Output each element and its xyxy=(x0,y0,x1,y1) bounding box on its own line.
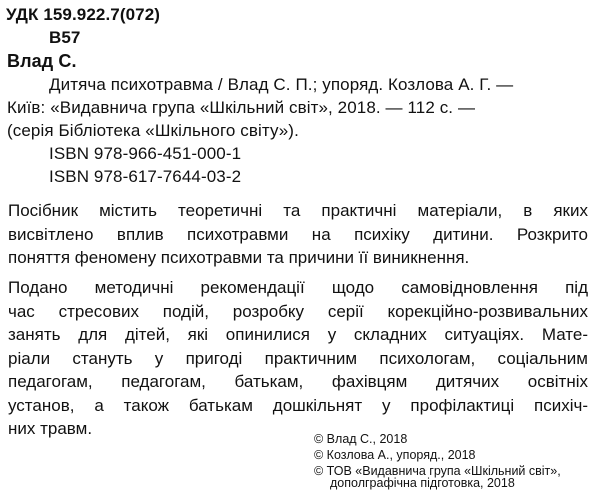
author-heading: Влад С. xyxy=(7,51,77,71)
copyright-line: © Козлова А., упоряд., 2018 xyxy=(314,448,476,462)
description-line: Київ: «Видавнича група «Шкільний світ», 2018. — 112 с. — xyxy=(7,98,476,117)
isbn-line: ISBN 978-617-7644-03-2 xyxy=(49,167,242,186)
copyright-line: © ТОВ «Видавнича група «Шкільний світ», xyxy=(314,464,561,478)
annotation-line: педагогам, педагогам, батькам, фахівцям дитячих освітніх xyxy=(8,372,588,391)
annotation-line: Подано методичні рекомендації щодо самовідновлення під xyxy=(8,278,588,297)
description-line: (серія Бібліотека «Шкільного світу»). xyxy=(7,121,299,140)
annotation-line: ріали стануть у пригоді практичним психологам, соціальним xyxy=(8,348,588,368)
copyright-line: © Влад С., 2018 xyxy=(314,432,408,446)
copyright-line: дополграфічна підготовка, 2018 xyxy=(330,476,515,490)
annotation-line: поняття феномену психотравми та причини її виникнення. xyxy=(8,248,470,267)
isbn-line: ISBN 978-966-451-000-1 xyxy=(49,144,242,163)
annotation-paragraph xyxy=(8,276,588,441)
annotation-line: занять для дітей, які опинилися у складних ситуаціях. Мате- xyxy=(8,325,588,344)
annotation-line: час стресових подій, розробку серії корекційно-розвивальних xyxy=(8,301,588,321)
annotation-line: них травм. xyxy=(8,419,93,438)
annotation-line: висвітлено вплив психотравми на психіку дитини. Розкрито xyxy=(8,224,588,244)
udk-code: УДК 159.922.7(072) xyxy=(6,5,161,24)
annotation-line: установ, а також батькам дошкільнят у профілактиці психіч- xyxy=(8,395,588,415)
annotation-paragraph xyxy=(8,199,588,270)
description-line: Дитяча психотравма / Влад С. П.; упоряд. Козлова А. Г. — xyxy=(49,75,514,94)
bbk-code: В57 xyxy=(49,28,81,47)
annotation-line: Посібник містить теоретичні та практичні матеріали, в яких xyxy=(8,201,588,220)
